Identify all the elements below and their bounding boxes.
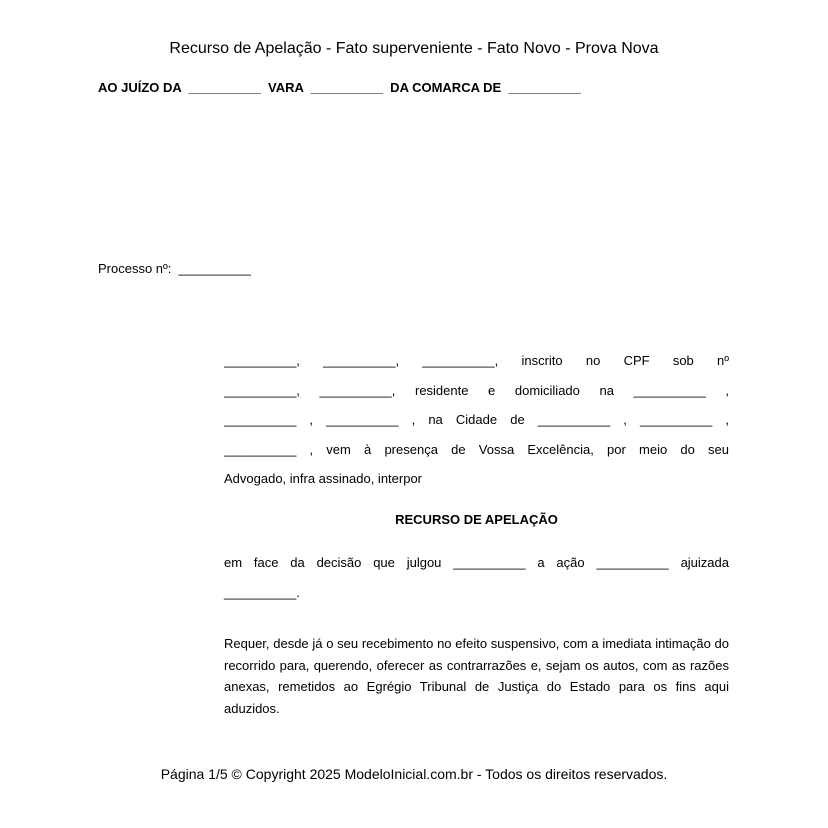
court-address-line: AO JUÍZO DA __________ VARA __________ DA COMARCA DE __________	[98, 80, 581, 95]
decision-line: __________.	[224, 584, 300, 600]
qualification-line: __________, __________, residente e domiciliado na __________ ,	[224, 382, 729, 398]
section-heading: RECURSO DE APELAÇÃO	[395, 512, 558, 527]
request-paragraph: Requer, desde já o seu recebimento no efeito suspensivo, com a imediata intimação do recorrido para, querendo, oferecer as contrarrazões e, sejam os autos, com as razões anexas, remetidos ao Egrégio Tribunal de Justiça do Estado para os fins aqui aduzidos.	[224, 636, 729, 716]
document-title: Recurso de Apelação - Fato superveniente - Fato Novo - Prova Nova	[169, 40, 659, 57]
qualification-line: __________, __________, __________, inscrito no CPF sob nº	[224, 353, 729, 368]
qualification-paragraph	[224, 346, 729, 494]
decision-paragraph	[224, 548, 729, 607]
process-number-line: Processo nº: __________	[98, 261, 251, 276]
page-footer: Página 1/5 © Copyright 2025 ModeloInicial.com.br - Todos os direitos reservados.	[160, 766, 668, 782]
decision-line: em face da decisão que julgou __________ a ação __________ ajuizada	[224, 555, 729, 570]
qualification-line: __________ , __________ , na Cidade de __________ , __________ ,	[224, 412, 729, 427]
qualification-line: __________ , vem à presença de Vossa Excelência, por meio do seu	[224, 441, 729, 457]
qualification-line: Advogado, infra assinado, interpor	[224, 471, 423, 486]
